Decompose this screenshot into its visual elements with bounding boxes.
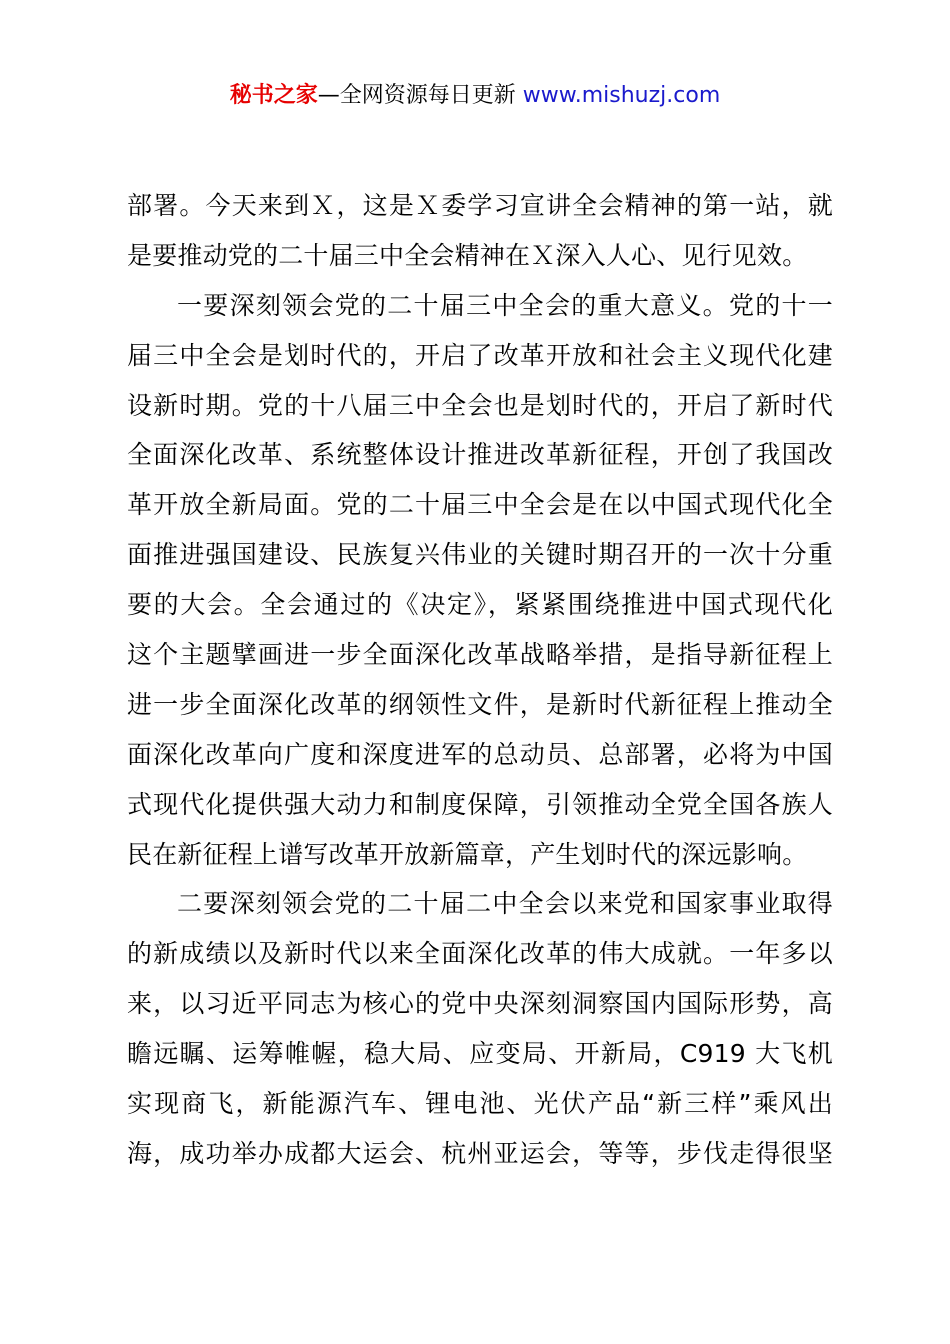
text-line: 的新成绩以及新时代以来全面深化改革的伟大成就。一年多以 [127, 939, 833, 969]
text-line: 一要深刻领会党的二十届三中全会的重大意义。党的十一 [177, 290, 833, 320]
text-line: 革开放全新局面。党的二十届三中全会是在以中国式现代化全 [127, 490, 833, 520]
text-line: 部署。今天来到Ｘ，这是Ｘ委学习宣讲全会精神的第一站，就 [127, 191, 833, 220]
text-line: 届三中全会是划时代的，开启了改革开放和社会主义现代化建 [127, 340, 833, 370]
paragraph [127, 879, 833, 1178]
text-line: 设新时期。党的十八届三中全会也是划时代的，开启了新时代 [127, 390, 833, 420]
header-dash: — [317, 83, 340, 108]
text-line: 式现代化提供强大动力和制度保障，引领推动全党全国各族人 [127, 789, 833, 819]
text-line: 面深化改革向广度和深度进军的总动员、总部署，必将为中国 [127, 739, 833, 769]
site-url[interactable]: www.mishuzj.com [522, 83, 721, 108]
text-line: 是要推动党的二十届三中全会精神在Ｘ深入人心、见行见效。 [127, 240, 808, 270]
site-slogan: 全网资源每日更新 [339, 83, 516, 108]
paragraph [127, 181, 833, 281]
text-line: 这个主题擘画进一步全面深化改革战略举措，是指导新征程上 [127, 640, 833, 670]
text-line: 海，成功举办成都大运会、杭州亚运会，等等，步伐走得很坚 [127, 1138, 833, 1168]
text-line: 民在新征程上谱写改革开放新篇章，产生划时代的深远影响。 [127, 839, 808, 869]
document-body [127, 181, 833, 1179]
text-line: 全面深化改革、系统整体设计推进改革新征程，开创了我国改 [127, 440, 833, 470]
text-line: 实现商飞，新能源汽车、锂电池、光伏产品“新三样”乘风出 [127, 1089, 833, 1119]
text-line: 要的大会。全会通过的《决定》，紧紧围绕推进中国式现代化 [127, 590, 833, 620]
text-line: 二要深刻领会党的二十届二中全会以来党和国家事业取得 [177, 889, 833, 919]
text-line: 来，以习近平同志为核心的党中央深刻洞察国内国际形势，高 [127, 989, 833, 1019]
text-line: 进一步全面深化改革的纲领性文件，是新时代新征程上推动全 [127, 689, 833, 719]
paragraph [127, 281, 833, 880]
site-brand: 秘书之家 [229, 83, 318, 108]
text-line: 面推进强国建设、民族复兴伟业的关键时期召开的一次十分重 [127, 540, 833, 570]
text-line: 瞻远瞩、运筹帷幄，稳大局、应变局、开新局，C919 大飞机 [127, 1039, 833, 1069]
document-header [0, 80, 950, 112]
